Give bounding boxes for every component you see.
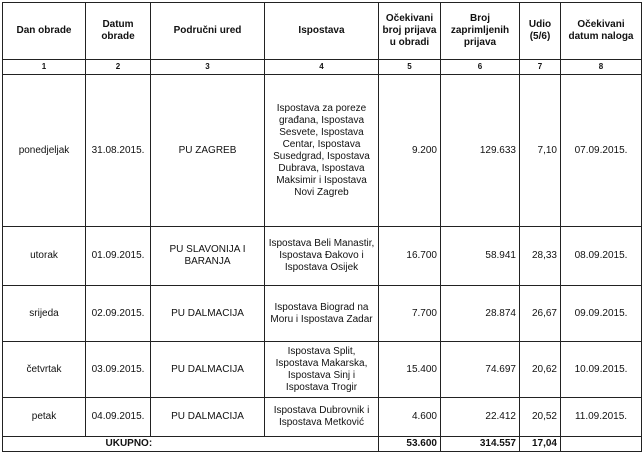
total-empty-cell [561,437,642,452]
received-cell: 129.633 [441,75,520,227]
day-cell: petak [3,398,86,437]
date-cell: 03.09.2015. [86,342,151,398]
office-cell: PU DALMACIJA [151,286,265,342]
branch-cell: Ispostava Biograd na Moru i Ispostava Zadar [265,286,379,342]
order-date-cell: 10.09.2015. [561,342,642,398]
column-number-row [3,60,642,75]
total-expected: 53.600 [379,437,441,452]
header-branch: Ispostava [265,3,379,60]
share-cell: 7,10 [520,75,561,227]
column-number: 1 [3,60,86,75]
received-cell: 58.941 [441,227,520,286]
office-cell: PU DALMACIJA [151,398,265,437]
column-number: 8 [561,60,642,75]
header-office: Područni ured [151,3,265,60]
header-share: Udio (5/6) [520,3,561,60]
share-cell: 20,52 [520,398,561,437]
order-date-cell: 11.09.2015. [561,398,642,437]
date-cell: 02.09.2015. [86,286,151,342]
date-cell: 04.09.2015. [86,398,151,437]
header-date: Datum obrade [86,3,151,60]
branch-cell: Ispostava Beli Manastir, Ispostava Đakovo i Ispostava Osijek [265,227,379,286]
column-number: 7 [520,60,561,75]
table-row [3,342,642,398]
schedule-table [2,2,642,452]
total-row [3,437,642,452]
branch-cell: Ispostava za poreze građana, Ispostava Sesvete, Ispostava Centar, Ispostava Susedgrad, Ispostava Dubrava, Ispostava Maksimir i Ispostava Novi Zagreb [265,75,379,227]
expected-cell: 15.400 [379,342,441,398]
column-number: 6 [441,60,520,75]
share-cell: 20,62 [520,342,561,398]
received-cell: 74.697 [441,342,520,398]
table-row [3,227,642,286]
office-cell: PU SLAVONIJA I BARANJA [151,227,265,286]
total-spacer [3,437,86,452]
table-row [3,75,642,227]
received-cell: 22.412 [441,398,520,437]
branch-cell: Ispostava Dubrovnik i Ispostava Metković [265,398,379,437]
share-cell: 28,33 [520,227,561,286]
share-cell: 26,67 [520,286,561,342]
column-number: 3 [151,60,265,75]
received-cell: 28.874 [441,286,520,342]
header-expected: Očekivani broj prijava u obradi [379,3,441,60]
order-date-cell: 09.09.2015. [561,286,642,342]
header-row [3,3,642,60]
date-cell: 01.09.2015. [86,227,151,286]
expected-cell: 16.700 [379,227,441,286]
table-row [3,398,642,437]
total-received: 314.557 [441,437,520,452]
header-received: Broj zaprimljenih prijava [441,3,520,60]
day-cell: četvrtak [3,342,86,398]
office-cell: PU ZAGREB [151,75,265,227]
day-cell: utorak [3,227,86,286]
branch-cell: Ispostava Split, Ispostava Makarska, Ispostava Sinj i Ispostava Trogir [265,342,379,398]
expected-cell: 7.700 [379,286,441,342]
date-cell: 31.08.2015. [86,75,151,227]
order-date-cell: 08.09.2015. [561,227,642,286]
total-label: UKUPNO: [86,437,379,452]
column-number: 2 [86,60,151,75]
header-order-date: Očekivani datum naloga [561,3,642,60]
column-number: 5 [379,60,441,75]
expected-cell: 4.600 [379,398,441,437]
order-date-cell: 07.09.2015. [561,75,642,227]
header-day: Dan obrade [3,3,86,60]
office-cell: PU DALMACIJA [151,342,265,398]
expected-cell: 9.200 [379,75,441,227]
day-cell: ponedjeljak [3,75,86,227]
table-row [3,286,642,342]
column-number: 4 [265,60,379,75]
day-cell: srijeda [3,286,86,342]
total-share: 17,04 [520,437,561,452]
